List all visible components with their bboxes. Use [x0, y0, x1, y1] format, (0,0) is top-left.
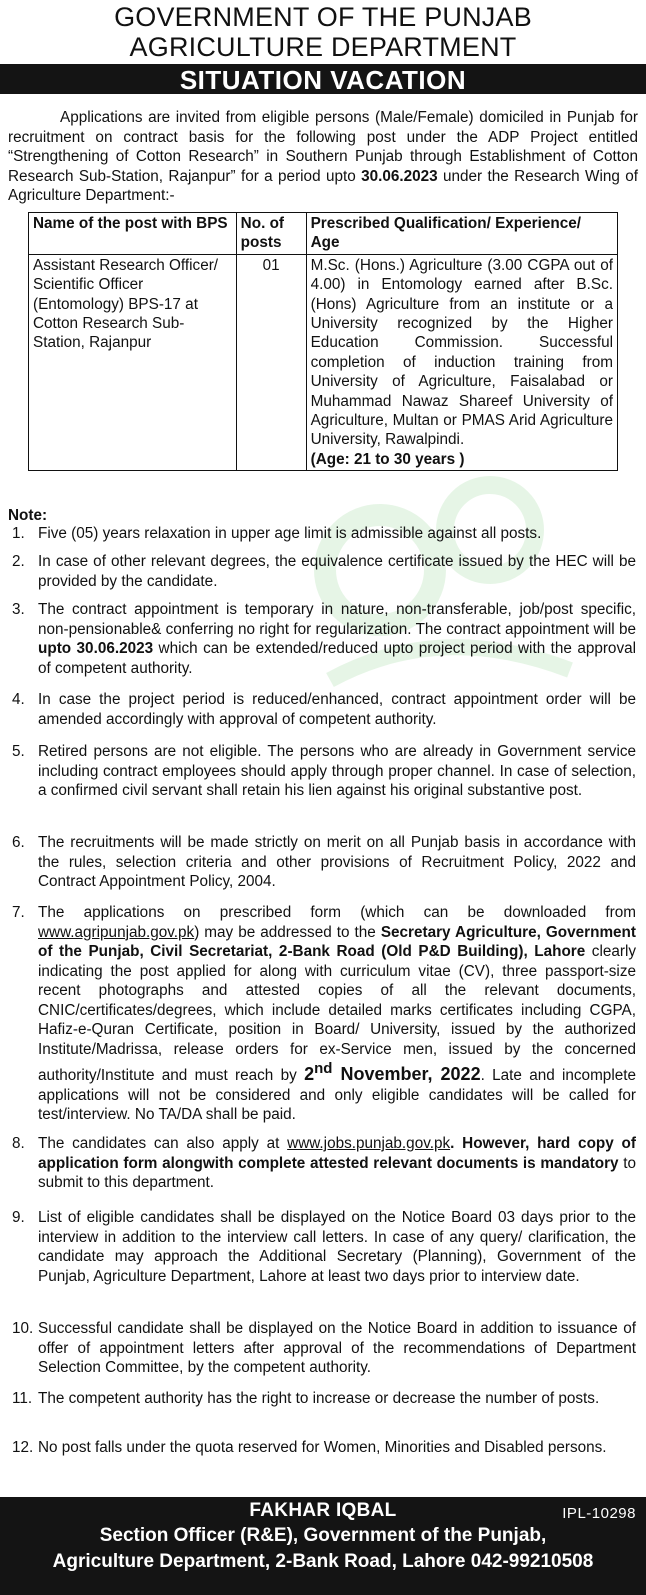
jobs-punjab-link[interactable]: www.jobs.punjab.gov.pk: [287, 1135, 451, 1152]
posts-table: [28, 212, 618, 471]
header-no-of-posts: No. of posts: [236, 213, 306, 255]
header-post-name: Name of the post with BPS: [29, 213, 237, 255]
footer-signature-block: [0, 1497, 646, 1595]
note-item-10: 10. Successful candidate shall be displayed on the Notice Board in addition to issuance of offer of appointment letters after approval of the recommendations of Department Selection Committee, by the competent authority.: [12, 1320, 636, 1376]
header-qualification: Prescribed Qualification/ Experience/ Age: [306, 213, 617, 255]
signatory-designation: Section Officer (R&E), Government of the Punjab,: [99, 1525, 547, 1546]
note-item-5: 5. Retired persons are not eligible. The persons who are already in Government service including contract employees should apply through proper channel. In case of selection, a confirmed civil servant shall retain his lien against his original substantive post.: [12, 743, 636, 799]
deadline-date: 2nd November, 2022: [304, 1060, 481, 1084]
situation-vacant-banner: SITUATION VACATION: [0, 64, 646, 94]
note-item-12: 12. No post falls under the quota reserved for Women, Minorities and Disabled persons.: [12, 1439, 607, 1456]
table-row: [29, 254, 618, 470]
cell-post-name: Assistant Research Officer/ Scientific Officer (Entomology) BPS-17 at Cotton Research Sub-Station, Rajanpur: [29, 254, 237, 470]
intro-paragraph: Applications are invited from eligible persons (Male/Female) domiciled in Punjab for recruitment on contract basis for the following post under the ADP Project entitled “Strengthening of Cotton Research” in Southern Punjab through Establishment of Cotton Research Sub-Station, Rajanpur” for a period upto 30.06.2023 under the Research Wing of Agriculture Department:-: [8, 109, 638, 204]
notes-heading: Note:: [8, 507, 48, 524]
note-item-11: 11. The competent authority has the right to increase or decrease the number of posts.: [12, 1390, 600, 1407]
age-requirement: (Age: 21 to 30 years ): [310, 450, 465, 468]
note-item-8: 8. The candidates can also apply at www.jobs.punjab.gov.pk. However, hard copy of application form alongwith complete attested relevant documents is mandatory to submit to this department.: [12, 1135, 636, 1191]
table-header-row: [29, 213, 618, 255]
note-item-1: 1. Five (05) years relaxation in upper age limit is admissible against all posts.: [12, 525, 542, 542]
note-item-3: 3. The contract appointment is temporary in nature, non-transferable, job/post specific, non-pensionable& conferring no right for regularization. The contract appointment will be upto 30.06.2023 which can be extended/reduced upto project period with the approval of competent authority.: [12, 601, 636, 677]
note-item-9: 9. List of eligible candidates shall be displayed on the Notice Board 03 days prior to the interview in addition to the interview call letters. In case of any query/ clarification, the candidate may approach the Additional Secretary (Planning), Government of the Punjab, Agriculture Department, Lahore at least two days prior to interview date.: [12, 1209, 636, 1285]
org-title-government: GOVERNMENT OF THE PUNJAB: [114, 2, 532, 32]
cell-qualification: M.Sc. (Hons.) Agriculture (3.00 CGPA out of 4.00) in Entomology earned after B.Sc. (Hons) Agriculture from an institute or a University recognized by the Higher Education Commission. Successful completion of induction training from University of Agriculture, Faisalabad or Muhammad Nawaz Shareef University of Agriculture, Multan or PMAS Arid Agriculture University, Rawalpindi. (Age: 21 to 30 years ): [306, 254, 617, 470]
ipl-reference: IPL-10298: [562, 1505, 636, 1522]
cell-no-of-posts: 01: [236, 254, 306, 470]
org-title-department: AGRICULTURE DEPARTMENT: [129, 32, 517, 62]
note-item-6: 6. The recruitments will be made strictly on merit on all Punjab basis in accordance with the rules, selection criteria and other provisions of Recruitment Policy, 2022 and Contract Appointment Policy, 2004.: [12, 834, 636, 890]
note-item-7: 7. The applications on prescribed form (which can be downloaded from www.agripunjab.gov.pk) may be addressed to the Secretary Agriculture, Government of the Punjab, Civil Secretariat, 2-Bank Road (Old P&D Building), Lahore clearly indicating the post applied for along with curriculum vitae (CV), three passport-size recent photographs and attested copies of all the relevant documents, CNIC/certificates/degrees, which include detailed marks certificates including CGPA, Hafiz-e-Quran Certificate, position in Board/ University, issued by the authorized Institute/Madrissa, release orders for ex-Service men, issued by the concerned authority/Institute and must reach by 2nd November, 2022. Late and incomplete applications will not be considered and only eligible candidates will be called for test/interview. No TA/DA shall be paid.: [12, 904, 637, 1123]
note-item-4: 4. In case the project period is reduced/enhanced, contract appointment order will be amended accordingly with approval of competent authority.: [12, 691, 636, 728]
signatory-name: FAKHAR IQBAL: [249, 1500, 397, 1521]
agripunjab-link[interactable]: www.agripunjab.gov.pk: [38, 923, 195, 941]
note-item-2: 2. In case of other relevant degrees, the equivalence certificate issued by the HEC will be provided by the candidate.: [12, 553, 636, 590]
intro-date: 30.06.2023: [361, 167, 438, 185]
department-address: Agriculture Department, 2-Bank Road, Lahore 042-99210508: [52, 1551, 594, 1572]
application-address: Secretary Agriculture, Government of the Punjab, Civil Secretariat, 2-Bank Road (Old P&D Building), Lahore: [38, 923, 636, 960]
